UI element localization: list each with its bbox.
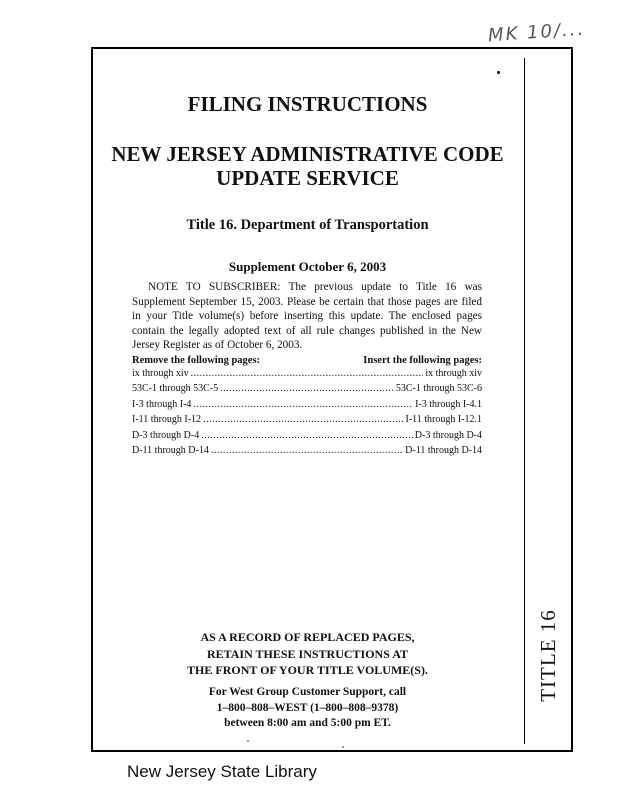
title-tab-label: TITLE 16 [535, 608, 560, 702]
title-department: Title 16. Department of Transportation [186, 217, 429, 233]
table-row [132, 383, 482, 398]
record-notice-line: THE FRONT OF YOUR TITLE VOLUME(S). [187, 663, 428, 677]
code-title-line-1: NEW JERSEY ADMINISTRATIVE CODE [111, 142, 504, 166]
scan-speck [342, 746, 344, 748]
dot-leader [201, 430, 413, 441]
record-notice [91, 629, 524, 679]
table-row [132, 414, 482, 429]
remove-header: Remove the following pages: [132, 355, 261, 366]
table-row [132, 445, 482, 460]
scan-speck [497, 71, 500, 74]
code-title-line-2: UPDATE SERVICE [216, 166, 399, 190]
dot-leader [191, 368, 424, 379]
insert-cell: 53C-1 through 53C-6 [395, 383, 482, 395]
remove-cell: D-11 through D-14 [132, 444, 209, 456]
page-replacement-table [132, 355, 482, 460]
dot-leader [220, 383, 394, 394]
remove-cell: D-3 through D-4 [132, 429, 200, 441]
table-row [132, 430, 482, 445]
insert-header: Insert the following pages: [363, 355, 482, 366]
record-notice-line: RETAIN THESE INSTRUCTIONS AT [206, 646, 409, 661]
dot-leader [203, 414, 403, 425]
support-phone: 1–800–808–WEST (1–800–808–9378) [216, 701, 399, 714]
insert-cell: I-11 through I-12.1 [405, 414, 482, 426]
scan-speck [247, 740, 249, 742]
dot-leader [193, 399, 413, 410]
note-to-subscriber: NOTE TO SUBSCRIBER: The previous update to Title 16 was Supplement September 15, 2003. Please be certain that those pages are filed in your Title volume(s) before inserting this update. The enclosed pages contain the legally adopted text of all rule changes published in the New Jersey Register as of October 6, 2003. [132, 281, 482, 352]
library-stamp: New Jersey State Library [127, 762, 317, 781]
supplement-date: Supplement October 6, 2003 [228, 259, 387, 274]
insert-cell: ix through xiv [425, 368, 482, 379]
title-tab [524, 560, 572, 750]
support-hours: between 8:00 am and 5:00 pm ET. [224, 717, 391, 729]
handwritten-annotation: MK 10/... [487, 18, 586, 47]
customer-support [91, 685, 524, 732]
dot-leader [211, 445, 403, 456]
remove-cell: I-3 through I-4 [132, 398, 192, 410]
table-row [132, 399, 482, 414]
insert-cell: I-3 through I-4.1 [415, 398, 482, 410]
table-header [132, 355, 482, 366]
code-title [91, 142, 524, 190]
remove-cell: 53C-1 through 53C-5 [132, 383, 219, 395]
insert-cell: D-3 through D-4 [414, 429, 482, 441]
support-line: For West Group Customer Support, call [208, 686, 407, 698]
remove-cell: I-11 through I-12 [132, 414, 202, 426]
table-row [132, 368, 482, 383]
remove-cell: ix through xiv [132, 368, 189, 379]
filing-instructions-heading: FILING INSTRUCTIONS [187, 92, 428, 116]
insert-cell: D-11 through D-14 [405, 444, 482, 456]
record-notice-line: AS A RECORD OF REPLACED PAGES, [200, 630, 415, 644]
